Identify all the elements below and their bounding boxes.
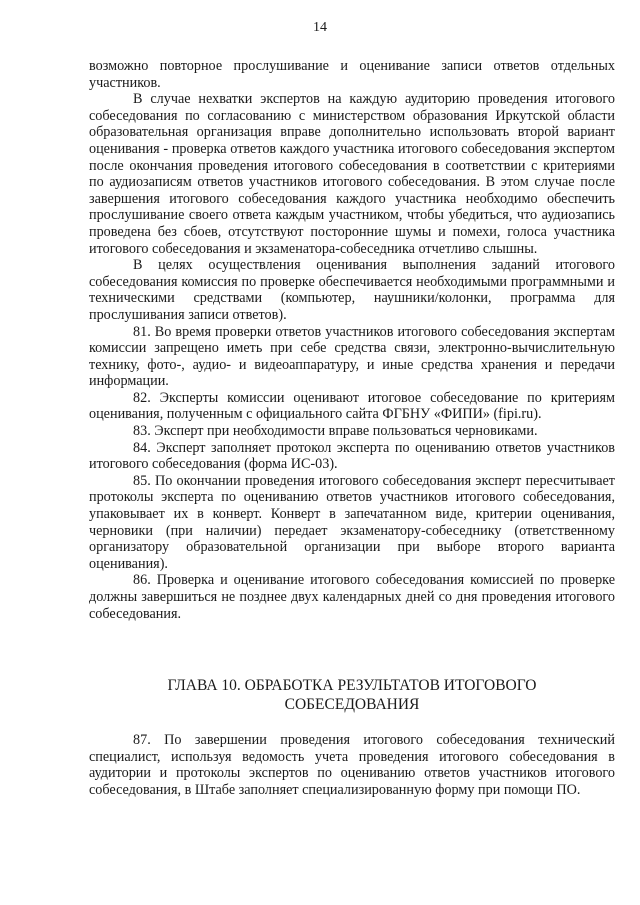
page-number: 14 — [313, 20, 327, 35]
chapter-heading-line-1: ГЛАВА 10. ОБРАБОТКА РЕЗУЛЬТАТОВ ИТОГОВОГО — [167, 677, 537, 695]
chapter-heading — [89, 676, 615, 714]
paragraph: 84. Эксперт заполняет протокол эксперта по оцениванию ответов участников итогового собеседования (форма ИС-03). — [89, 439, 615, 473]
paragraph: 81. Во время проверки ответов участников итогового собеседования экспертам комиссии запрещено иметь при себе средства связи, электронно-вычислительную технику, фото-, аудио- и видеоаппаратуру, и иные средства хранения и передачи информации. — [89, 323, 615, 390]
paragraphs-bottom — [89, 732, 615, 798]
paragraph: В случае нехватки экспертов на каждую аудиторию проведения итогового собеседования по согласованию с министерством образования Иркутской области образовательная организация вправе дополнительно использовать второй вариант оценивания - проверка ответов каждого участника итогового собеседования экспертом после окончания проведения итогового собеседования в соответствии с критериями по аудиозаписям ответов участников итогового собеседования. В этом случае после завершения итогового собеседования каждого участника необходимо обеспечить прослушивание своего ответа каждым участником, чтобы убедиться, что аудиозапись проведена без сбоев, отсутствуют посторонние шумы и помехи, голоса участника итогового собеседования и экзаменатора-собеседника отчетливо слышны. — [89, 91, 615, 257]
paragraph: 87. По завершении проведения итогового собеседования технический специалист, используя ведомость учета проведения итогового собеседования в аудитории и протоколы экспертов по оцениванию ответов участников итогового собеседования, в Штабе заполняет специализированную форму при помощи ПО. — [89, 732, 615, 798]
paragraph: 86. Проверка и оценивание итогового собеседования комиссией по проверке должны завершиться не позднее двух календарных дней со дня проведения итогового собеседования. — [89, 572, 615, 622]
document-body — [89, 58, 615, 799]
paragraph: 85. По окончании проведения итогового собеседования эксперт пересчитывает протоколы эксперта по оцениванию ответов участников итогового собеседования, упаковывает их в конверт. Конверт в запечатанном виде, критерии оценивания, черновики (при наличии) передает экзаменатору-собеседнику (ответственному организатору образовательной организации при выборе второго варианта оценивания). — [89, 472, 615, 572]
chapter-heading-line-2: СОБЕСЕДОВАНИЯ — [284, 696, 420, 714]
paragraph: 82. Эксперты комиссии оценивают итоговое собеседование по критериям оценивания, полученным с официального сайта ФГБНУ «ФИПИ» (fipi.ru). — [89, 389, 615, 423]
paragraph: возможно повторное прослушивание и оценивание записи ответов отдельных участников. — [89, 58, 615, 91]
paragraphs-top — [89, 58, 615, 622]
paragraph: В целях осуществления оценивания выполнения заданий итогового собеседования комиссия по проверке обеспечивается необходимыми программными и техническими средствами (компьютер, наушники/колонки, программа для прослушивания записи ответов). — [89, 257, 615, 323]
paragraph: 83. Эксперт при необходимости вправе пользоваться черновиками. — [133, 423, 538, 440]
